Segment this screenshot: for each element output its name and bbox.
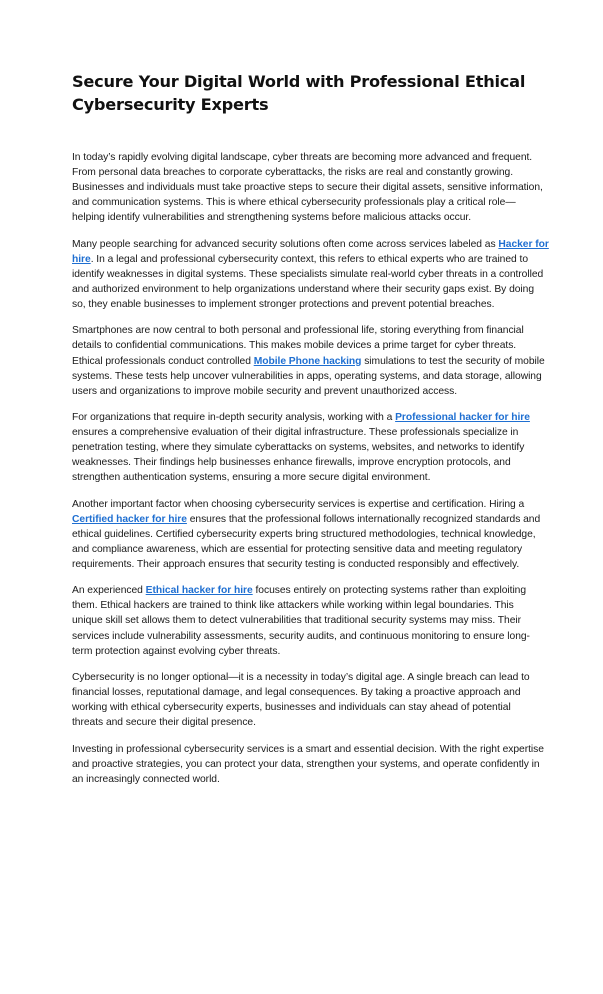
document-page xyxy=(72,70,549,785)
text-line: financial losses, reputational damage, and legal consequences. By taking a proactive approach and xyxy=(72,687,521,699)
text-line: term protection against evolving cyber threats. xyxy=(72,645,281,657)
text-line xyxy=(72,252,542,267)
text-line: Investing in professional cybersecurity services is a smart and essential decision. With the right expertise xyxy=(72,743,544,755)
text-line: requirements. Their approach ensures that security testing is conducted responsibly and effectively. xyxy=(72,559,520,570)
text-line: penetration testing, where they simulate cyberattacks on systems, websites, and networks to identify xyxy=(72,442,525,454)
text-line: weaknesses. Their findings help businesses enhance firewalls, improve encryption protocols, and xyxy=(72,457,511,469)
text-line xyxy=(72,583,542,598)
line-text-after: . In a legal and professional cybersecurity context, this refers to ethical experts who are trained to xyxy=(90,253,529,265)
text-line: so, they enable businesses to implement stronger protections and prevent potential breaches. xyxy=(72,299,495,311)
line-text-after: ensures that the professional follows internationally recognized standards and xyxy=(186,513,541,525)
line-text-before: Ethical professionals conduct controlled xyxy=(72,355,254,367)
hacker-for-hire-link[interactable]: Hacker for xyxy=(498,238,549,250)
text-line: Another important factor when choosing cybersecurity services is expertise and certification. Hiring a xyxy=(72,498,525,510)
line-text-after: focuses entirely on protecting systems rather than exploiting xyxy=(252,585,527,597)
title-line: Cybersecurity Experts xyxy=(72,95,269,114)
text-line: Businesses and individuals must take proactive steps to secure their digital assets, sensitive information, xyxy=(72,182,543,194)
professional-hacker-link[interactable]: Professional hacker for hire xyxy=(395,411,530,423)
title-line: Secure Your Digital World with Professional Ethical xyxy=(72,72,526,91)
text-line xyxy=(72,512,542,527)
line-text-before: Many people searching for advanced security solutions often come across services labeled as xyxy=(72,238,499,250)
text-line: working with ethical cybersecurity experts, businesses and individuals can stay ahead of potential xyxy=(72,702,511,714)
text-line: and proactive strategies, you can protect your data, strengthen your systems, and operate confidently in xyxy=(72,758,540,770)
text-line: users and organizations to improve mobile security and prevent unauthorized access. xyxy=(72,385,458,397)
text-line xyxy=(72,410,542,425)
article-title xyxy=(72,70,542,116)
text-line: and authorized environment to help organizations understand where their security gaps exist. By doing xyxy=(72,283,535,295)
ethical-hacker-link[interactable]: Ethical hacker for hire xyxy=(145,585,253,597)
text-line: strengthen authentication systems, ensuring a more secure digital environment. xyxy=(72,472,431,484)
text-line: In today’s rapidly evolving digital landscape, cyber threats are becoming more advanced and frequent. xyxy=(72,152,533,163)
text-line: services include vulnerability assessments, security audits, and continuous monitoring to ensure long- xyxy=(72,630,530,642)
text-line: helping identify vulnerabilities and strengthening systems before malicious attacks occur. xyxy=(72,212,472,224)
text-line: details to confidential communications. This makes mobile devices a prime target for cyber threats. xyxy=(72,340,517,352)
paragraph-7 xyxy=(72,670,542,730)
paragraph-2 xyxy=(72,237,549,312)
paragraph-6 xyxy=(72,583,542,658)
paragraph-4 xyxy=(72,410,542,485)
text-line: Cybersecurity is no longer optional—it is a necessity in today’s digital age. A single breach can lead to xyxy=(72,671,530,683)
text-line: an increasingly connected world. xyxy=(72,773,220,785)
line-text-before: For organizations that require in-depth security analysis, working with a xyxy=(72,411,396,423)
line-text-after: simulations to test the security of mobile xyxy=(361,355,545,367)
text-line: and communication systems. This is where ethical cybersecurity professionals play a critical role— xyxy=(72,197,516,209)
mobile-phone-hacking-link[interactable]: Mobile Phone hacking xyxy=(253,355,362,367)
text-line: Smartphones are now central to both personal and professional life, storing everything from financial xyxy=(72,325,524,337)
paragraph-1 xyxy=(72,150,542,225)
text-line: From personal data breaches to corporate cyberattacks, the risks are real and constantly growing. xyxy=(72,167,513,179)
article-body xyxy=(72,150,549,798)
paragraph-8 xyxy=(72,742,542,787)
text-line: ensures a comprehensive evaluation of their digital infrastructure. These professionals specialize in xyxy=(72,427,519,439)
text-line: unique skill set allows them to detect vulnerabilities that traditional security systems may miss. Their xyxy=(72,615,522,627)
text-line: them. Ethical hackers are trained to think like attackers while working within legal boundaries. This xyxy=(72,600,514,612)
paragraph-5 xyxy=(72,497,542,572)
text-line: and compliance awareness, which are essential for protecting sensitive data and meeting regulatory xyxy=(72,543,523,555)
text-line xyxy=(72,354,545,369)
line-text-before: An experienced xyxy=(72,585,146,597)
text-line: systems. These tests help uncover vulnerabilities in apps, operating systems, and data storage, allowing xyxy=(72,370,542,382)
text-line: identify weaknesses in digital systems. These specialists simulate real-world cyber threats in a controlled xyxy=(72,268,544,280)
text-line: ethical guidelines. Certified cybersecurity experts bring structured methodologies, technical knowledge, xyxy=(72,528,536,540)
hacker-for-hire-link[interactable]: hire xyxy=(72,253,91,265)
paragraph-3 xyxy=(72,323,545,398)
text-line xyxy=(72,237,549,252)
certified-hacker-link[interactable]: Certified hacker for hire xyxy=(72,513,187,525)
text-line: threats and secure their digital presence. xyxy=(72,717,256,729)
